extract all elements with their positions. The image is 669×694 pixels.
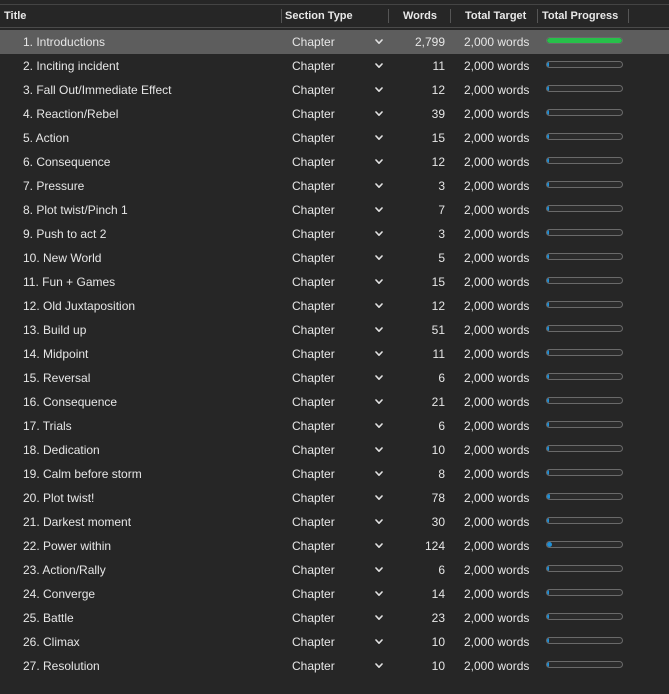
section-type-select[interactable]: Chapter <box>292 491 335 505</box>
chevron-down-icon[interactable] <box>373 582 385 606</box>
row-progress-bar <box>546 349 623 356</box>
row-total-target[interactable]: 2,000 words <box>464 323 530 337</box>
section-type-select[interactable]: Chapter <box>292 563 335 577</box>
table-row[interactable] <box>0 582 669 606</box>
table-row[interactable] <box>0 174 669 198</box>
row-title: 7. Pressure <box>23 179 85 193</box>
row-title: 21. Darkest moment <box>23 515 132 529</box>
row-word-count: 78 <box>431 491 445 505</box>
column-header-words[interactable]: Words <box>402 10 437 22</box>
row-word-count: 10 <box>431 635 445 649</box>
row-progress-fill <box>547 494 550 499</box>
row-total-target[interactable]: 2,000 words <box>464 611 530 625</box>
section-type-select[interactable]: Chapter <box>292 131 335 145</box>
section-type-select[interactable]: Chapter <box>292 59 335 73</box>
row-total-target[interactable]: 2,000 words <box>464 179 530 193</box>
row-title: 13. Build up <box>23 323 87 337</box>
chevron-down-icon[interactable] <box>373 342 385 366</box>
row-progress-bar <box>546 325 623 332</box>
column-header-total-target[interactable]: Total Target <box>465 10 527 22</box>
row-word-count: 51 <box>431 323 445 337</box>
column-header-section-type[interactable]: Section Type <box>285 10 353 22</box>
chevron-down-icon[interactable] <box>373 654 385 678</box>
row-title: 20. Plot twist! <box>23 491 95 505</box>
row-progress-fill <box>547 326 549 331</box>
table-row[interactable] <box>0 534 669 558</box>
row-word-count: 23 <box>431 611 445 625</box>
row-title: 22. Power within <box>23 539 112 553</box>
table-row[interactable] <box>0 102 669 126</box>
row-progress-fill <box>547 398 549 403</box>
chevron-down-icon[interactable] <box>373 270 385 294</box>
chevron-down-icon[interactable] <box>373 510 385 534</box>
row-title: 5. Action <box>23 131 70 145</box>
row-progress-bar <box>546 373 623 380</box>
row-word-count: 30 <box>431 515 445 529</box>
chevron-down-icon[interactable] <box>373 366 385 390</box>
row-title: 17. Trials <box>23 419 72 433</box>
row-word-count: 39 <box>431 107 445 121</box>
row-title: 2. Inciting incident <box>23 59 120 73</box>
section-type-select[interactable]: Chapter <box>292 611 335 625</box>
row-progress-fill <box>547 182 549 187</box>
section-type-select[interactable]: Chapter <box>292 467 335 481</box>
row-total-target[interactable]: 2,000 words <box>464 59 530 73</box>
row-total-target[interactable]: 2,000 words <box>464 419 530 433</box>
row-progress-bar <box>546 421 623 428</box>
section-type-select[interactable]: Chapter <box>292 371 335 385</box>
row-word-count: 5 <box>438 251 445 265</box>
row-title: 10. New World <box>23 251 102 265</box>
row-word-count: 10 <box>431 659 445 673</box>
section-type-select[interactable]: Chapter <box>292 251 335 265</box>
chevron-down-icon[interactable] <box>373 30 385 54</box>
row-progress-bar <box>546 541 623 548</box>
row-title: 25. Battle <box>23 611 74 625</box>
table-row[interactable] <box>0 510 669 534</box>
row-title: 8. Plot twist/Pinch 1 <box>23 203 128 217</box>
table-row[interactable] <box>0 198 669 222</box>
row-title: 24. Converge <box>23 587 96 601</box>
row-title: 23. Action/Rally <box>23 563 106 577</box>
row-total-target[interactable]: 2,000 words <box>464 131 530 145</box>
table-row[interactable] <box>0 558 669 582</box>
column-header-title[interactable]: Title <box>4 10 27 22</box>
row-total-target[interactable]: 2,000 words <box>464 563 530 577</box>
section-type-select[interactable]: Chapter <box>292 323 335 337</box>
row-total-target[interactable]: 2,000 words <box>464 515 530 529</box>
row-progress-fill <box>547 590 549 595</box>
row-total-target[interactable]: 2,000 words <box>464 635 530 649</box>
row-title: 15. Reversal <box>23 371 91 385</box>
row-progress-bar <box>546 181 623 188</box>
row-progress-bar <box>546 133 623 140</box>
row-progress-bar <box>546 445 623 452</box>
chevron-down-icon[interactable] <box>373 198 385 222</box>
row-total-target[interactable]: 2,000 words <box>464 371 530 385</box>
section-type-select[interactable]: Chapter <box>292 659 335 673</box>
table-row[interactable] <box>0 342 669 366</box>
section-type-select[interactable]: Chapter <box>292 587 335 601</box>
table-row[interactable] <box>0 78 669 102</box>
chevron-down-icon[interactable] <box>373 222 385 246</box>
chevron-down-icon[interactable] <box>373 486 385 510</box>
row-word-count: 11 <box>432 347 445 361</box>
section-type-select[interactable]: Chapter <box>292 35 335 49</box>
row-progress-fill <box>547 230 549 235</box>
table-row[interactable] <box>0 126 669 150</box>
column-divider[interactable] <box>388 9 389 23</box>
table-row[interactable] <box>0 30 669 54</box>
chevron-down-icon[interactable] <box>373 126 385 150</box>
section-type-select[interactable]: Chapter <box>292 395 335 409</box>
row-total-target[interactable]: 2,000 words <box>464 539 530 553</box>
row-title: 11. Fun + Games <box>23 275 116 289</box>
row-progress-bar <box>546 253 623 260</box>
table-row[interactable] <box>0 270 669 294</box>
table-row[interactable] <box>0 366 669 390</box>
section-type-select[interactable]: Chapter <box>292 419 335 433</box>
section-type-select[interactable]: Chapter <box>292 299 335 313</box>
chevron-down-icon[interactable] <box>373 414 385 438</box>
row-progress-fill <box>547 662 549 667</box>
row-progress-fill <box>547 206 549 211</box>
chevron-down-icon[interactable] <box>373 102 385 126</box>
row-progress-fill <box>547 254 549 259</box>
row-progress-bar <box>546 61 623 68</box>
table-row[interactable] <box>0 246 669 270</box>
chevron-down-icon[interactable] <box>373 438 385 462</box>
row-progress-bar <box>546 469 623 476</box>
row-progress-bar <box>546 277 623 284</box>
row-word-count: 2,799 <box>414 35 445 49</box>
row-word-count: 3 <box>438 227 445 241</box>
row-word-count: 11 <box>432 59 445 73</box>
column-divider[interactable] <box>628 9 629 23</box>
row-word-count: 6 <box>438 563 445 577</box>
row-total-target[interactable]: 2,000 words <box>464 275 530 289</box>
row-title: 12. Old Juxtaposition <box>23 299 136 313</box>
row-title: 9. Push to act 2 <box>23 227 107 241</box>
row-progress-fill <box>547 158 549 163</box>
row-total-target[interactable]: 2,000 words <box>464 347 530 361</box>
row-word-count: 6 <box>438 419 445 433</box>
row-total-target[interactable]: 2,000 words <box>464 299 530 313</box>
section-type-select[interactable]: Chapter <box>292 635 335 649</box>
row-word-count: 14 <box>431 587 445 601</box>
chevron-down-icon[interactable] <box>373 534 385 558</box>
table-row[interactable] <box>0 414 669 438</box>
row-progress-bar <box>546 397 623 404</box>
row-total-target[interactable]: 2,000 words <box>464 251 530 265</box>
table-row[interactable] <box>0 294 669 318</box>
row-total-target[interactable]: 2,000 words <box>464 467 530 481</box>
chevron-down-icon[interactable] <box>373 246 385 270</box>
row-progress-bar <box>546 37 623 44</box>
row-total-target[interactable]: 2,000 words <box>464 443 530 457</box>
table-row[interactable] <box>0 54 669 78</box>
row-progress-fill <box>547 278 549 283</box>
row-word-count: 12 <box>431 155 445 169</box>
row-title: 19. Calm before storm <box>23 467 142 481</box>
row-progress-bar <box>546 637 623 644</box>
row-progress-bar <box>546 589 623 596</box>
row-total-target[interactable]: 2,000 words <box>464 587 530 601</box>
row-progress-fill <box>547 422 549 427</box>
row-progress-fill <box>547 446 549 451</box>
section-type-select[interactable]: Chapter <box>292 155 335 169</box>
row-title: 14. Midpoint <box>23 347 89 361</box>
chevron-down-icon[interactable] <box>373 54 385 78</box>
table-row[interactable] <box>0 438 669 462</box>
row-word-count: 10 <box>431 443 445 457</box>
section-type-select[interactable]: Chapter <box>292 275 335 289</box>
table-header <box>0 5 669 28</box>
chevron-down-icon[interactable] <box>373 78 385 102</box>
row-total-target[interactable]: 2,000 words <box>464 35 530 49</box>
row-word-count: 15 <box>431 275 445 289</box>
row-word-count: 21 <box>431 395 445 409</box>
row-progress-fill <box>547 470 549 475</box>
chevron-down-icon[interactable] <box>373 318 385 342</box>
row-progress-fill <box>547 110 549 115</box>
section-type-select[interactable]: Chapter <box>292 227 335 241</box>
row-total-target[interactable]: 2,000 words <box>464 491 530 505</box>
section-type-select[interactable]: Chapter <box>292 515 335 529</box>
row-progress-fill <box>547 374 549 379</box>
row-progress-fill <box>547 134 549 139</box>
chevron-down-icon[interactable] <box>373 390 385 414</box>
row-total-target[interactable]: 2,000 words <box>464 659 530 673</box>
section-type-select[interactable]: Chapter <box>292 347 335 361</box>
column-divider[interactable] <box>537 9 538 23</box>
row-title: 3. Fall Out/Immediate Effect <box>23 83 172 97</box>
row-progress-fill <box>547 62 549 67</box>
row-word-count: 12 <box>431 83 445 97</box>
row-progress-bar <box>546 109 623 116</box>
row-total-target[interactable]: 2,000 words <box>464 107 530 121</box>
table-row[interactable] <box>0 222 669 246</box>
row-progress-bar <box>546 85 623 92</box>
table-row[interactable] <box>0 318 669 342</box>
chevron-down-icon[interactable] <box>373 462 385 486</box>
section-type-select[interactable]: Chapter <box>292 179 335 193</box>
row-word-count: 7 <box>438 203 445 217</box>
row-title: 6. Consequence <box>23 155 111 169</box>
row-progress-fill <box>547 86 549 91</box>
row-word-count: 12 <box>431 299 445 313</box>
row-title: 4. Reaction/Rebel <box>23 107 119 121</box>
row-title: 26. Climax <box>23 635 80 649</box>
row-progress-bar <box>546 205 623 212</box>
row-progress-bar <box>546 301 623 308</box>
row-total-target[interactable]: 2,000 words <box>464 83 530 97</box>
row-progress-bar <box>546 565 623 572</box>
row-total-target[interactable]: 2,000 words <box>464 155 530 169</box>
section-type-select[interactable]: Chapter <box>292 443 335 457</box>
row-progress-bar <box>546 661 623 668</box>
row-total-target[interactable]: 2,000 words <box>464 227 530 241</box>
column-header-total-progress[interactable]: Total Progress <box>542 10 619 22</box>
table-row[interactable] <box>0 486 669 510</box>
row-progress-bar <box>546 229 623 236</box>
row-progress-bar <box>546 517 623 524</box>
row-progress-fill <box>547 542 552 547</box>
chevron-down-icon[interactable] <box>373 630 385 654</box>
section-type-select[interactable]: Chapter <box>292 107 335 121</box>
row-progress-bar <box>546 493 623 500</box>
chevron-down-icon[interactable] <box>373 150 385 174</box>
row-progress-bar <box>546 157 623 164</box>
table-row[interactable] <box>0 654 669 678</box>
section-type-select[interactable]: Chapter <box>292 539 335 553</box>
table-row[interactable] <box>0 462 669 486</box>
table-row[interactable] <box>0 150 669 174</box>
section-type-select[interactable]: Chapter <box>292 203 335 217</box>
row-progress-bar <box>546 613 623 620</box>
chevron-down-icon[interactable] <box>373 174 385 198</box>
table-row[interactable] <box>0 390 669 414</box>
row-progress-fill <box>547 614 549 619</box>
outline-table <box>0 30 669 678</box>
column-divider[interactable] <box>281 9 282 23</box>
row-title: 27. Resolution <box>23 659 100 673</box>
section-type-select[interactable]: Chapter <box>292 83 335 97</box>
chevron-down-icon[interactable] <box>373 606 385 630</box>
chevron-down-icon[interactable] <box>373 294 385 318</box>
chevron-down-icon[interactable] <box>373 558 385 582</box>
row-word-count: 124 <box>424 539 445 553</box>
table-row[interactable] <box>0 630 669 654</box>
row-title: 1. Introductions <box>23 35 106 49</box>
row-progress-fill <box>547 566 549 571</box>
row-title: 16. Consequence <box>23 395 118 409</box>
row-title: 18. Dedication <box>23 443 100 457</box>
row-word-count: 3 <box>438 179 445 193</box>
row-progress-fill <box>547 518 549 523</box>
row-progress-fill <box>547 350 549 355</box>
row-word-count: 8 <box>438 467 445 481</box>
row-progress-fill <box>547 38 622 43</box>
row-progress-fill <box>547 638 549 643</box>
row-word-count: 15 <box>431 131 445 145</box>
row-word-count: 6 <box>438 371 445 385</box>
row-progress-fill <box>547 302 549 307</box>
row-total-target[interactable]: 2,000 words <box>464 203 530 217</box>
table-row[interactable] <box>0 606 669 630</box>
row-total-target[interactable]: 2,000 words <box>464 395 530 409</box>
column-divider[interactable] <box>450 9 451 23</box>
